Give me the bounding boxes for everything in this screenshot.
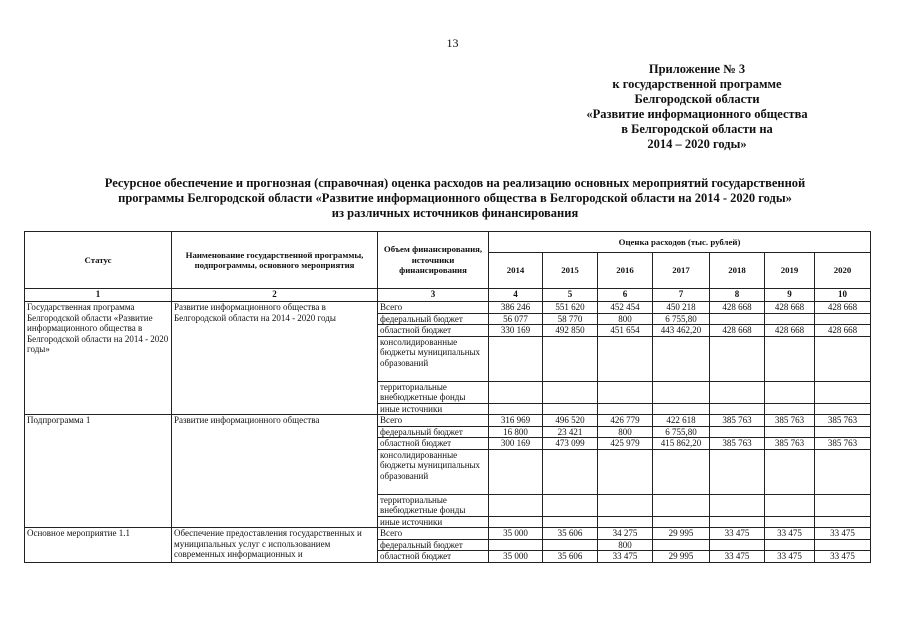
value-cell: 443 462,20 [653, 325, 710, 337]
appendix-line: Белгородской области [634, 92, 760, 106]
value-cell: 34 275 [598, 528, 653, 540]
value-cell: 800 [598, 313, 653, 325]
value-cell: 23 421 [543, 426, 598, 438]
index-cell: 6 [598, 289, 653, 302]
value-cell [815, 516, 871, 528]
value-cell: 385 763 [815, 415, 871, 427]
value-cell: 33 475 [765, 551, 815, 563]
value-cell: 33 475 [765, 528, 815, 540]
appendix-line: «Развитие информационного общества [586, 107, 808, 121]
value-cell [710, 381, 765, 403]
index-cell: 8 [710, 289, 765, 302]
value-cell [489, 336, 543, 381]
value-cell: 428 668 [815, 302, 871, 314]
header-year: 2014 [489, 253, 543, 289]
table-row [25, 302, 871, 314]
value-cell: 330 169 [489, 325, 543, 337]
value-cell [598, 449, 653, 494]
value-cell: 428 668 [765, 325, 815, 337]
value-cell [765, 516, 815, 528]
value-cell: 58 770 [543, 313, 598, 325]
table-row [25, 415, 871, 427]
value-cell: 428 668 [815, 325, 871, 337]
funding-source-cell: областной бюджет [378, 438, 489, 450]
funding-source-cell: Всего [378, 415, 489, 427]
value-cell [653, 381, 710, 403]
value-cell: 425 979 [598, 438, 653, 450]
funding-source-cell: Всего [378, 528, 489, 540]
value-cell: 426 779 [598, 415, 653, 427]
value-cell [543, 539, 598, 551]
value-cell [598, 403, 653, 415]
program-name-cell: Развитие информационного общества [172, 415, 378, 528]
table-row [25, 528, 871, 540]
value-cell: 422 618 [653, 415, 710, 427]
value-cell [710, 494, 765, 516]
value-cell [489, 516, 543, 528]
value-cell [489, 494, 543, 516]
value-cell [815, 494, 871, 516]
header-status: Статус [25, 232, 172, 289]
value-cell: 452 454 [598, 302, 653, 314]
value-cell [710, 449, 765, 494]
value-cell [489, 403, 543, 415]
value-cell: 35 000 [489, 551, 543, 563]
value-cell [765, 539, 815, 551]
value-cell: 451 654 [598, 325, 653, 337]
funding-source-cell: федеральный бюджет [378, 426, 489, 438]
funding-source-cell: консолидированные бюджеты муниципальных образований [378, 449, 489, 494]
value-cell [815, 449, 871, 494]
value-cell: 35 606 [543, 551, 598, 563]
value-cell: 800 [598, 539, 653, 551]
value-cell: 56 077 [489, 313, 543, 325]
value-cell: 16 800 [489, 426, 543, 438]
value-cell: 385 763 [710, 415, 765, 427]
header-volume: Объем финансирования, источники финансирования [378, 232, 489, 289]
value-cell: 415 862,20 [653, 438, 710, 450]
index-cell: 4 [489, 289, 543, 302]
value-cell: 35 606 [543, 528, 598, 540]
funding-source-cell: территориальные внебюджетные фонды [378, 494, 489, 516]
funding-source-cell: иные источники [378, 516, 489, 528]
value-cell: 496 520 [543, 415, 598, 427]
value-cell: 385 763 [815, 438, 871, 450]
header-year: 2017 [653, 253, 710, 289]
value-cell: 35 000 [489, 528, 543, 540]
page-number: 13 [446, 36, 459, 50]
program-name-cell: Развитие информационного общества в Белгородской области на 2014 - 2020 годы [172, 302, 378, 415]
value-cell: 473 099 [543, 438, 598, 450]
index-cell: 7 [653, 289, 710, 302]
funding-source-cell: федеральный бюджет [378, 313, 489, 325]
header-name: Наименование государственной программы, подпрограммы, основного мероприятия [172, 232, 378, 289]
funding-source-cell: областной бюджет [378, 551, 489, 563]
index-cell: 3 [378, 289, 489, 302]
value-cell [653, 539, 710, 551]
value-cell: 33 475 [710, 528, 765, 540]
funding-source-cell: областной бюджет [378, 325, 489, 337]
value-cell: 33 475 [710, 551, 765, 563]
value-cell: 6 755,80 [653, 313, 710, 325]
value-cell [598, 516, 653, 528]
value-cell: 29 995 [653, 528, 710, 540]
index-cell: 10 [815, 289, 871, 302]
value-cell [815, 426, 871, 438]
title-line: Ресурсное обеспечение и прогнозная (справочная) оценка расходов на реализацию основных мероприятий государственной [104, 176, 806, 190]
status-cell: Основное мероприятие 1.1 [25, 528, 172, 563]
value-cell: 450 218 [653, 302, 710, 314]
value-cell: 300 169 [489, 438, 543, 450]
value-cell [543, 336, 598, 381]
value-cell [653, 449, 710, 494]
value-cell: 6 755,80 [653, 426, 710, 438]
budget-table [24, 231, 871, 563]
value-cell [598, 381, 653, 403]
appendix-line: 2014 – 2020 годы» [647, 137, 747, 151]
value-cell: 800 [598, 426, 653, 438]
value-cell [710, 516, 765, 528]
header-year: 2018 [710, 253, 765, 289]
header-year: 2019 [765, 253, 815, 289]
value-cell [710, 426, 765, 438]
value-cell: 428 668 [765, 302, 815, 314]
value-cell: 385 763 [765, 415, 815, 427]
value-cell: 33 475 [815, 528, 871, 540]
title-line: программы Белгородской области «Развитие информационного общества в Белгородской области на 2014 - 2020 годы» [118, 191, 792, 205]
value-cell [543, 381, 598, 403]
program-name-cell: Обеспечение предоставления государственных и муниципальных услуг с использованием современных информационных и [172, 528, 378, 563]
value-cell [710, 313, 765, 325]
appendix-header [547, 62, 847, 152]
value-cell [710, 403, 765, 415]
value-cell [815, 313, 871, 325]
index-cell: 1 [25, 289, 172, 302]
value-cell: 33 475 [598, 551, 653, 563]
value-cell: 316 969 [489, 415, 543, 427]
value-cell [653, 516, 710, 528]
funding-source-cell: консолидированные бюджеты муниципальных образований [378, 336, 489, 381]
value-cell [815, 336, 871, 381]
value-cell [489, 539, 543, 551]
value-cell [710, 539, 765, 551]
value-cell [765, 336, 815, 381]
value-cell [543, 516, 598, 528]
value-cell: 428 668 [710, 325, 765, 337]
value-cell [765, 494, 815, 516]
value-cell: 428 668 [710, 302, 765, 314]
header-year: 2020 [815, 253, 871, 289]
value-cell [543, 403, 598, 415]
appendix-line: Приложение № 3 [648, 62, 746, 76]
value-cell [489, 449, 543, 494]
value-cell: 551 620 [543, 302, 598, 314]
status-cell: Государственная программа Белгородской области «Развитие информационного общества в Белгородской области на 2014 - 2020 годы» [25, 302, 172, 415]
value-cell [765, 313, 815, 325]
value-cell [598, 494, 653, 516]
value-cell [543, 449, 598, 494]
document-title [40, 176, 870, 221]
value-cell: 386 246 [489, 302, 543, 314]
value-cell [815, 381, 871, 403]
appendix-line: к государственной программе [612, 77, 782, 91]
value-cell [765, 381, 815, 403]
value-cell [653, 494, 710, 516]
value-cell [765, 403, 815, 415]
value-cell: 33 475 [815, 551, 871, 563]
value-cell: 385 763 [765, 438, 815, 450]
value-cell [765, 449, 815, 494]
index-cell: 9 [765, 289, 815, 302]
header-estimate: Оценка расходов (тыс. рублей) [489, 232, 871, 253]
table-body [25, 289, 871, 563]
header-year: 2016 [598, 253, 653, 289]
value-cell [815, 403, 871, 415]
value-cell [815, 539, 871, 551]
funding-source-cell: территориальные внебюджетные фонды [378, 381, 489, 403]
value-cell [598, 336, 653, 381]
index-cell: 2 [172, 289, 378, 302]
value-cell [543, 494, 598, 516]
funding-source-cell: федеральный бюджет [378, 539, 489, 551]
index-cell: 5 [543, 289, 598, 302]
value-cell: 492 850 [543, 325, 598, 337]
value-cell [653, 336, 710, 381]
title-line: из различных источников финансирования [331, 206, 579, 220]
value-cell: 385 763 [710, 438, 765, 450]
appendix-line: в Белгородской области на [621, 122, 773, 136]
index-row [25, 289, 871, 302]
funding-source-cell: Всего [378, 302, 489, 314]
value-cell [765, 426, 815, 438]
value-cell [653, 403, 710, 415]
value-cell: 29 995 [653, 551, 710, 563]
value-cell [710, 336, 765, 381]
header-year: 2015 [543, 253, 598, 289]
funding-source-cell: иные источники [378, 403, 489, 415]
status-cell: Подпрограмма 1 [25, 415, 172, 528]
value-cell [489, 381, 543, 403]
